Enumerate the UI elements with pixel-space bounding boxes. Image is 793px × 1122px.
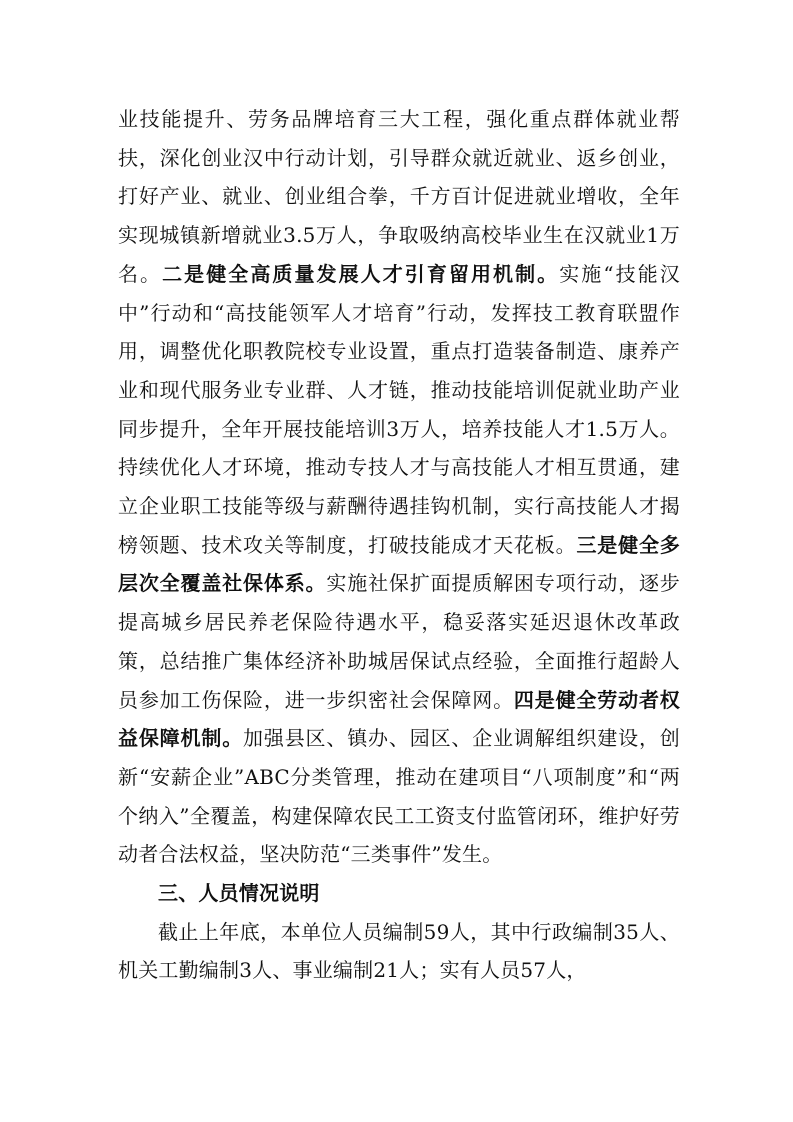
bold-point-three: 三是健全多层次全覆盖社保体系。 [118,532,681,596]
section-heading: 三、人员情况说明 [158,881,320,906]
paragraph-text: 加强县区、镇办、园区、企业调解组织建设，创新“安薪企业”ABC分类管理，推动在建项目“八项制度”和“两个纳入”全覆盖，构建保障农民工工资支付监管闭环，维护好劳动者合法权益，坚决防范“三类事件”发生。 [118,726,680,867]
paragraph-text: 实施“技能汉中”行动和“高技能领军人才培育”行动，发挥技工教育联盟作用，调整优化职教院校专业设置，重点打造装备制造、康养产业和现代服务业专业群、人才链，推动技能培训促就业助产业同步提升，全年开展技能培训3万人，培养技能人才1.5万人。持续优化人才环境，推动专技人才与高技能人才相互贯通，建立企业职工技能等级与薪酬待遇挂钩机制，实行高技能人才揭榜领题、技术攻关等制度，打破技能成才天花板。 [118,261,680,557]
bold-point-two: 二是健全高质量发展人才引育留用机制。 [162,261,560,286]
paragraph-employment-talent-social-security [118,100,680,874]
staffing-paragraph: 截止上年底，本单位人员编制59人，其中行政编制35人、机关工勤编制3人、事业编制21人；实有人员57人， [118,919,680,983]
paragraph-text: 业技能提升、劳务品牌培育三大工程，强化重点群体就业帮扶，深化创业汉中行动计划，引导群众就近就业、返乡创业，打好产业、就业、创业组合拳，千方百计促进就业增收，全年实现城镇新增就业3.5万人，争取吸纳高校毕业生在汉就业1万名。 [118,107,680,286]
document-body [118,100,680,990]
paragraph-text: 实施社保扩面提质解困专项行动，逐步提高城乡居民养老保险待遇水平，稳妥落实延迟退休改革政策，总结推广集体经济补助城居保试点经验，全面推行超龄人员参加工伤保险，进一步织密社会保障网。 [118,571,681,712]
bold-point-four: 四是健全劳动者权益保障机制。 [118,687,680,751]
